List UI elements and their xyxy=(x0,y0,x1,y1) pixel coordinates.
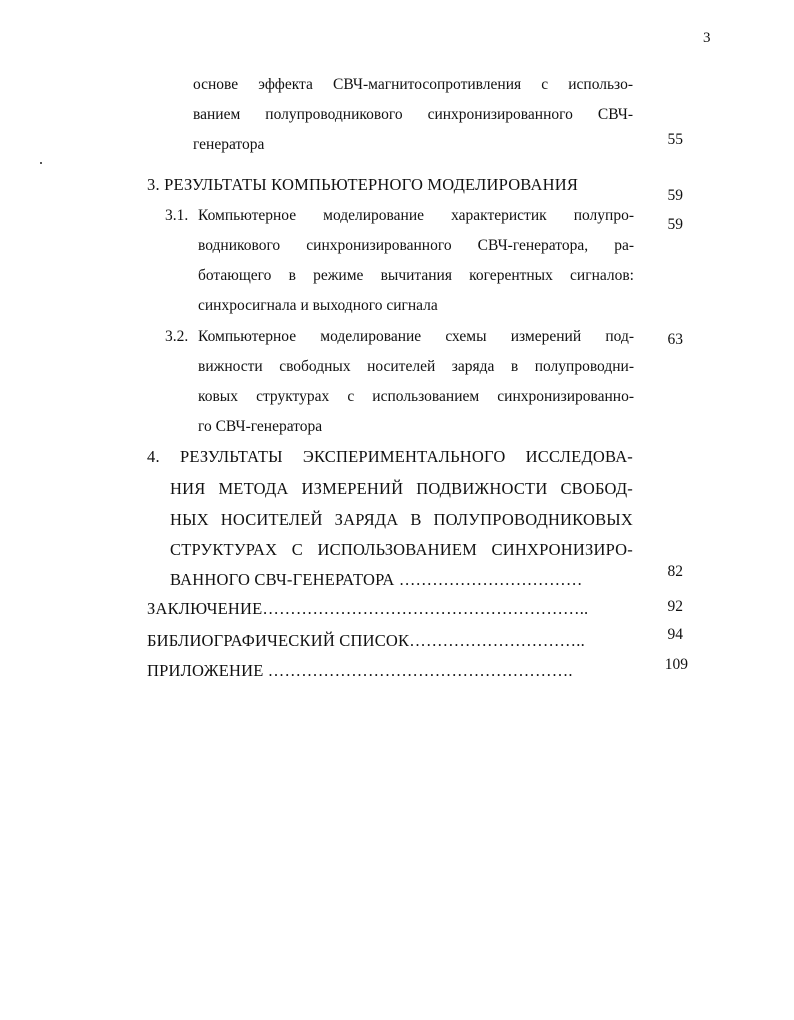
toc-section-3-1-line-2: водникового синхронизированного СВЧ-генератора, ра- xyxy=(198,237,634,254)
toc-section-3-2-line-1: Компьютерное моделирование схемы измерений под- xyxy=(198,328,634,345)
toc-bibliography-page: 94 xyxy=(667,626,683,643)
toc-entry-2-cont-line-2: ванием полупроводникового синхронизированного СВЧ- xyxy=(193,106,633,123)
toc-section-4-line-2: НИЯ МЕТОДА ИЗМЕРЕНИЙ ПОДВИЖНОСТИ СВОБОД- xyxy=(170,479,633,498)
toc-section-3-2-line-3: ковых структурах с использованием синхронизированно- xyxy=(198,388,634,405)
toc-entry-2-cont-line-3: генератора xyxy=(193,136,265,153)
toc-section-3-2-number: 3.2. xyxy=(165,328,189,345)
toc-section-3-page: 59 xyxy=(667,187,683,204)
toc-section-4-line-3: НЫХ НОСИТЕЛЕЙ ЗАРЯДА В ПОЛУПРОВОДНИКОВЫХ xyxy=(170,510,633,529)
toc-section-3-1-page: 59 xyxy=(667,216,683,233)
toc-conclusion-title: ЗАКЛЮЧЕНИЕ………………………………………………….. xyxy=(147,599,589,618)
toc-section-3-2-page: 63 xyxy=(667,331,683,348)
toc-section-3-title: 3. РЕЗУЛЬТАТЫ КОМПЬЮТЕРНОГО МОДЕЛИРОВАНИЯ xyxy=(147,175,579,194)
toc-section-4-line-1: 4. РЕЗУЛЬТАТЫ ЭКСПЕРИМЕНТАЛЬНОГО ИССЛЕДОВА- xyxy=(147,447,633,466)
scan-speck xyxy=(40,162,42,164)
toc-section-3-1-number: 3.1. xyxy=(165,207,189,224)
toc-entry-2-cont-page: 55 xyxy=(667,131,683,148)
toc-section-3-1-line-3: ботающего в режиме вычитания когерентных сигналов: xyxy=(198,267,634,284)
toc-section-4-page: 82 xyxy=(667,563,683,580)
toc-appendix-page: 109 xyxy=(664,656,688,673)
toc-conclusion-page: 92 xyxy=(667,598,683,615)
toc-section-4-line-5: ВАННОГО СВЧ-ГЕНЕРАТОРА …………………………… xyxy=(170,570,583,589)
toc-section-3-2-line-4: го СВЧ-генератора xyxy=(198,418,323,435)
page-number: 3 xyxy=(703,30,711,46)
toc-section-3-1-line-4: синхросигнала и выходного сигнала xyxy=(198,297,438,314)
toc-bibliography-title: БИБЛИОГРАФИЧЕСКИЙ СПИСОК………………………….. xyxy=(147,631,585,650)
toc-section-4-line-4: СТРУКТУРАХ С ИСПОЛЬЗОВАНИЕМ СИНХРОНИЗИРО- xyxy=(170,540,633,559)
toc-entry-2-cont-line-1: основе эффекта СВЧ-магнитосопротивления с использо- xyxy=(193,76,633,93)
toc-section-3-1-line-1: Компьютерное моделирование характеристик полупро- xyxy=(198,207,634,224)
toc-appendix-title: ПРИЛОЖЕНИЕ ………………………………………………. xyxy=(147,661,573,680)
toc-section-3-2-line-2: вижности свободных носителей заряда в полупроводни- xyxy=(198,358,634,375)
